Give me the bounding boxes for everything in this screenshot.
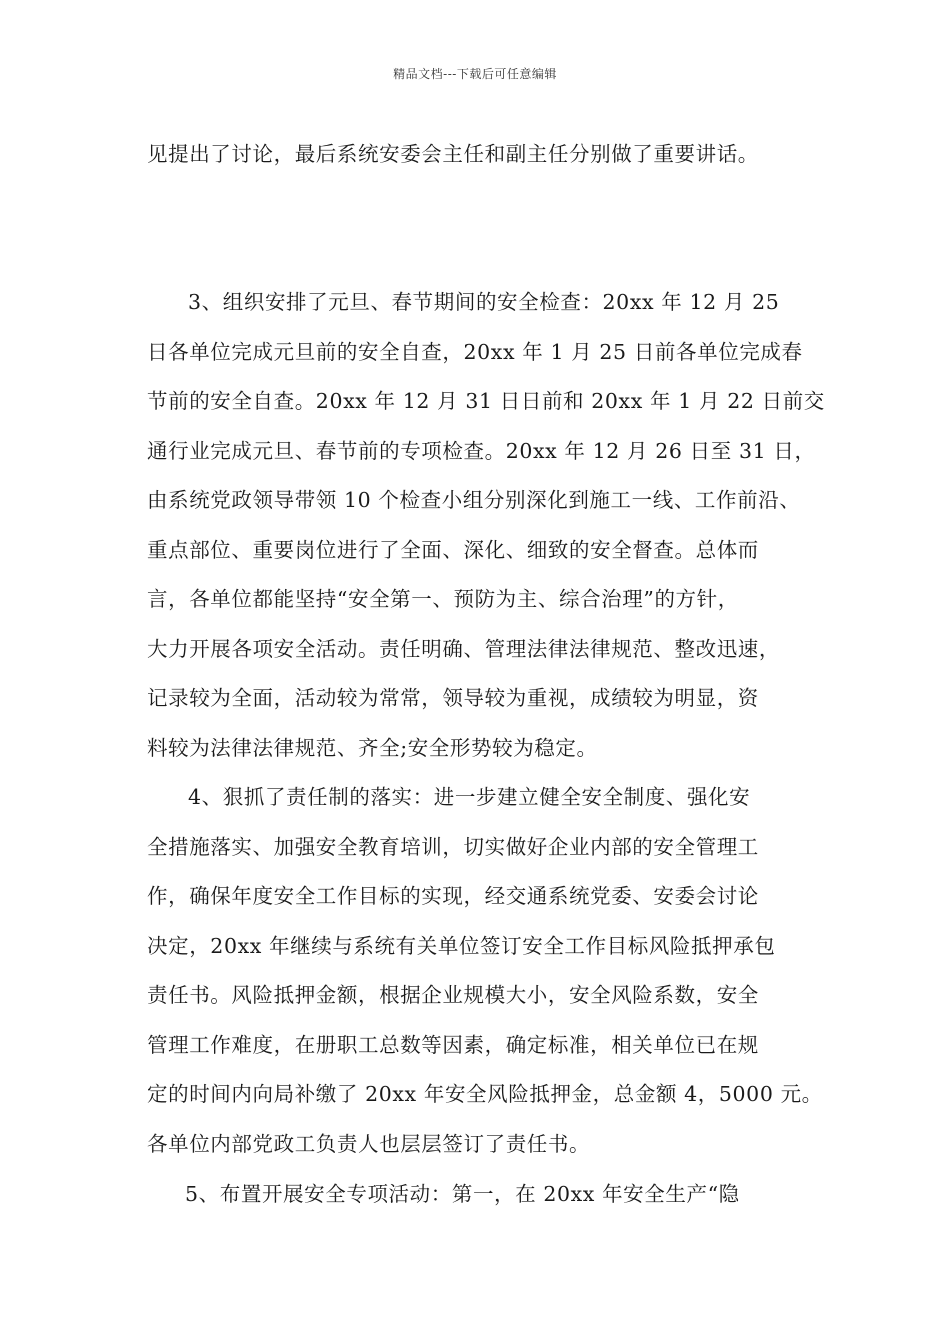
text-line: 4、狠抓了责任制的落实：进一步建立健全安全制度、强化安 [188,785,751,809]
paragraph-item-3 [147,278,827,773]
text-line: 日各单位完成元旦前的安全自查，20xx 年 1 月 25 日前各单位完成春 [147,339,803,364]
text-line: 定的时间内向局补缴了 20xx 年安全风险抵押金，总金额 4，5000 元。 [147,1082,823,1106]
text-line: 责任书。风险抵押金额，根据企业规模大小，安全风险系数，安全 [147,983,759,1007]
paragraph-continuation [147,130,827,180]
text-line: 决定，20xx 年继续与系统有关单位签订安全工作目标风险抵押承包 [147,933,776,958]
text-line: 管理工作难度，在册职工总数等因素，确定标准，相关单位已在规 [147,1032,759,1057]
text-line: 大力开展各项安全活动。责任明确、管理法律法律规范、整改迅速， [147,636,780,661]
text-line: 通行业完成元旦、春节前的专项检查。20xx 年 12 月 26 日至 31 日， [147,438,816,463]
text-line: 言，各单位都能坚持“安全第一、预防为主、综合治理”的方针， [147,587,739,611]
text-line: 节前的安全自查。20xx 年 12 月 31 日日前和 20xx 年 1 月 22 日前交 [147,389,825,413]
text-line: 全措施落实、加强安全教育培训，切实做好企业内部的安全管理工 [147,834,759,859]
text-line: 5、布置开展安全专项活动：第一，在 20xx 年安全生产“隐 [185,1182,740,1206]
text-line: 料较为法律法律规范、齐全;安全形势较为稳定。 [147,735,598,760]
page-header: 精品文档---下载后可任意编辑 [393,67,557,81]
text-line: 见提出了讨论，最后系统安委会主任和副主任分别做了重要讲话。 [147,142,759,166]
text-line: 各单位内部党政工负责人也层层签订了责任书。 [147,1131,591,1156]
paragraph-item-4 [147,773,827,1169]
text-line: 记录较为全面，活动较为常常，领导较为重视，成绩较为明显，资 [147,686,759,710]
paragraph-item-5 [147,1170,827,1220]
text-line: 由系统党政领导带领 10 个检查小组分别深化到施工一线、工作前沿、 [147,488,801,512]
text-line: 作，确保年度安全工作目标的实现，经交通系统党委、安委会讨论 [147,884,759,908]
text-line: 3、组织安排了元旦、春节期间的安全检查：20xx 年 12 月 25 [188,290,780,314]
text-line: 重点部位、重要岗位进行了全面、深化、细致的安全督查。总体而 [147,537,759,562]
